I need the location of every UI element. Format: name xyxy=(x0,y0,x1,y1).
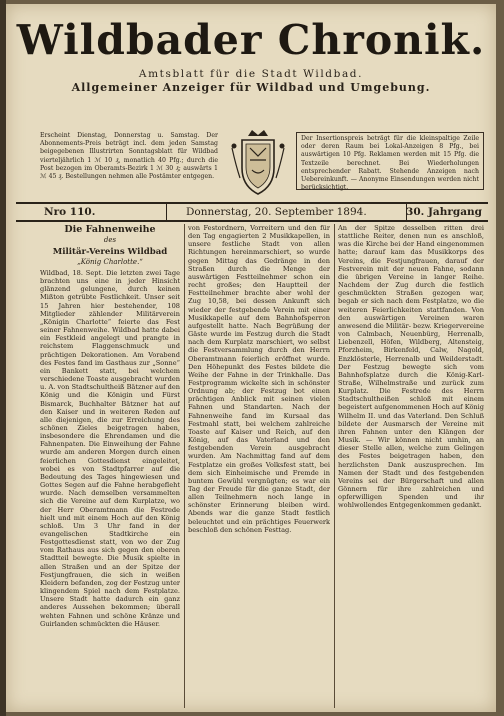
column-divider xyxy=(334,224,335,708)
subtitle-general-advertiser: Allgemeiner Anzeiger für Wildbad und Umgebung. xyxy=(71,81,431,94)
newspaper-page xyxy=(6,4,496,712)
column-2 xyxy=(188,224,330,708)
subscription-info: Erscheint Dienstag, Donnerstag u. Samstag. Der Abonnements-Preis beträgt incl. dem jeden Samstag beigegebenen Illustrirten Sonntagsblatt für Wildbad vierteljährlich 1 ℳ 10 ₰, monatlich 40 Pfg.; durch die Post bezogen im Oberamts-Bezirk 1 ℳ 30 ₰; auswärts 1 ℳ 45 ₰. Bestellungen nehmen alle Postämter entgegen. xyxy=(40,132,218,181)
coat-of-arms-emblem xyxy=(228,126,288,198)
volume-year: 30. Jahrgang xyxy=(406,206,482,218)
dateline-divider xyxy=(166,204,167,220)
article-text: von Festordnern, Vorreitern und den für den Tag engagierten 2 Musikkapellen, in unsere festliche Stadt von allen Richtungen hereinmarschiert, so wurde gegen Mittag das Gedränge in den Straßen durch die Menge der auswärtigen Festteilnehmer schon ein recht großes; den Hauptteil der Festteilnehmer brachte aber wohl der Zug 10,58, bei dessen Ankunft sich wieder der festgebende Verein mit einer Musikkapelle auf dem Bahnhofsperron aufgestellt hatte. Nach Begrüßung der Gäste wurde im Festzug durch die Stadt nach dem Kurplatz marschiert, wo selbst die Festversammlung durch den Herrn Oberamtmann feierlich eröffnet wurde. Den Höhepunkt des Festes bildete die Weihe der Fahne in der Trinkhalle. Das Festprogramm wickelte sich in schönster Ordnung ab; der Festzug bot einen prächtigen Anblick mit seinen vielen Fahnen und Standarten. Nach der Fahnenweihe fand im Kursaal das Festmahl statt, bei welchem zahlreiche Toaste auf Kaiser und Reich, auf den König, auf das Vaterland und den festgebenden Verein ausgebracht wurden. Am Nachmittag fand auf dem Festplatze ein großes Volksfest statt, bei dem sich Einheimische und Fremde in buntem Gewühl vergnügten; es war ein Tag der Freude für die ganze Stadt, der allen Teilnehmern noch lange in schönster Erinnerung bleiben wird. Abends war die ganze Stadt festlich beleuchtet und ein prächtiges Feuerwerk beschloß den schönen Festtag. xyxy=(188,224,330,534)
column-divider xyxy=(184,224,185,708)
article-heading: Die Fahnenweihe xyxy=(64,224,156,235)
masthead xyxy=(16,12,486,102)
issue-dateline xyxy=(16,202,488,222)
article-text: Wildbad, 18. Sept. Die letzten zwei Tage brachten uns eine in jeder Hinsicht glänzend gelungene, durch keinen Mißton getrübte Festlichkeit. Unser seit 15 Jahren hier bestehender, 108 Mitglieder zählender Militärverein „Königin Charlotte“ feierte das Fest seiner Fahnenweihe. Wildbad hatte dabei ein Festkleid angelegt und prangte in reichstem Flaggenschmuck und prächtigen Dekorationen. Am Vorabend des Festes fand im Gasthaus zur „Sonne“ ein Bankett statt, bei welchem verschiedene Toaste ausgebracht wurden u. A. von Stadtschultheiß Bätzner auf den König und die Königin und Fürst Bismarck, Buchhalter Bätzner hat auf den Kaiser und in weiteren Reden auf alle diejenigen, die zur Erreichung des schönen Zieles beigetragen haben, insbesondere die Ehrendamen und die Fahnenpaten. Die Einweihung der Fahne wurde am anderen Morgen durch einen feierlichen Gottesdienst eingeleitet, wobei es von Stadtpfarrer auf die Bedeutung des Tages hingewiesen und Gottes Segen auf die Fahne herabgefleht wurde. Nach demselben versammelten sich die Vereine auf dem Kurplatze, wo der Herr Oberamtmann die Festrede hielt und mit einem Hoch auf den König schloß. Um 3 Uhr fand in der evangelischen Stadtkirche ein Festgottesdienst statt, von wo der Zug vom Rathaus aus sich gegen den oberen Stadtteil bewegte. Die Musik spielte in allen Straßen und an der Spitze der Festjungfrauen, die sich in weißen Kleidern befanden, zog der Festzug unter klingendem Spiel nach dem Festplatze. Unsere Stadt hatte dadurch ein ganz anderes Aussehen bekommen; überall wehten Fahnen und schöne Kränze und Guirlanden schmückten die Häuser. xyxy=(40,269,180,628)
issue-date: Donnerstag, 20. September 1894. xyxy=(186,206,367,218)
issue-number: Nro 110. xyxy=(44,206,96,218)
subtitle-official-gazette: Amtsblatt für die Stadt Wildbad. xyxy=(138,68,364,80)
article-heading-name: „König Charlotte.“ xyxy=(77,258,143,266)
article-heading-association: Militär-Vereins Wildbad xyxy=(52,247,168,257)
article-heading-des: des xyxy=(103,236,117,244)
advertising-rates-box: Der Insertionspreis beträgt für die kleinspaltige Zeile oder deren Raum bei Lokal-Anzeigen 8 Pfg., bei auswärtigen 10 Pfg. Reklamen werden mit 15 Pfg. die Textzeile berechnet. Bei Wiederholungen entsprechender Rabatt. Stehende Anzeigen nach Uebereinkunft. — Anonyme Einsendungen werden nicht berücksichtigt. xyxy=(296,132,484,190)
column-1 xyxy=(40,224,180,708)
newspaper-title: Wildbader Chronik. xyxy=(16,16,486,64)
column-3 xyxy=(338,224,484,708)
article-text: An der Spitze desselben ritten drei stattliche Reiter, denen nun es anschloß, was die Kirche bei der Hand eingenommen hatte; darauf kam das Musikkorps des Vereins, die Festjungfrauen, darauf der Festverein mit der neuen Fahne, sodann die übrigen Vereine in langer Reihe. Nachdem der Zug durch die festlich geschmückten Straßen gezogen war, begab er sich nach dem Festplatze, wo die weiteren Feierlichkeiten stattfanden. Von den auswärtigen Vereinen waren anwesend die Militär- bezw. Kriegervereine von Calmbach, Neuenbürg, Herrenalb, Liebenzell, Höfen, Wildberg, Altensteig, Pforzheim, Birkenfeld, Calw, Nagold, Enzklösterle, Herrenalb und Weilderstadt. Der Festzug bewegte sich vom Bahnhofsplatze durch die König-Karl-Straße, Wilhelmstraße und zurück zum Kurplatz. Die Festrede des Herrn Stadtschultheißen schloß mit einem begeistert aufgenommenen Hoch auf König Wilhelm II. und das Vaterland. Den Schluß bildete der Ausmarsch der Vereine mit ihren Fahnen unter den Klängen der Musik. — Wir können nicht umhin, an dieser Stelle allen, welche zum Gelingen des Festes beigetragen haben, den herzlichsten Dank auszusprechen. Im Namen der Stadt und des festgebenden Vereins sei der Bürgerschaft und allen Gönnern für ihre zahlreichen und opferwilligen Spenden und ihr wohlwollendes Entgegenkommen gedankt. xyxy=(338,224,484,510)
